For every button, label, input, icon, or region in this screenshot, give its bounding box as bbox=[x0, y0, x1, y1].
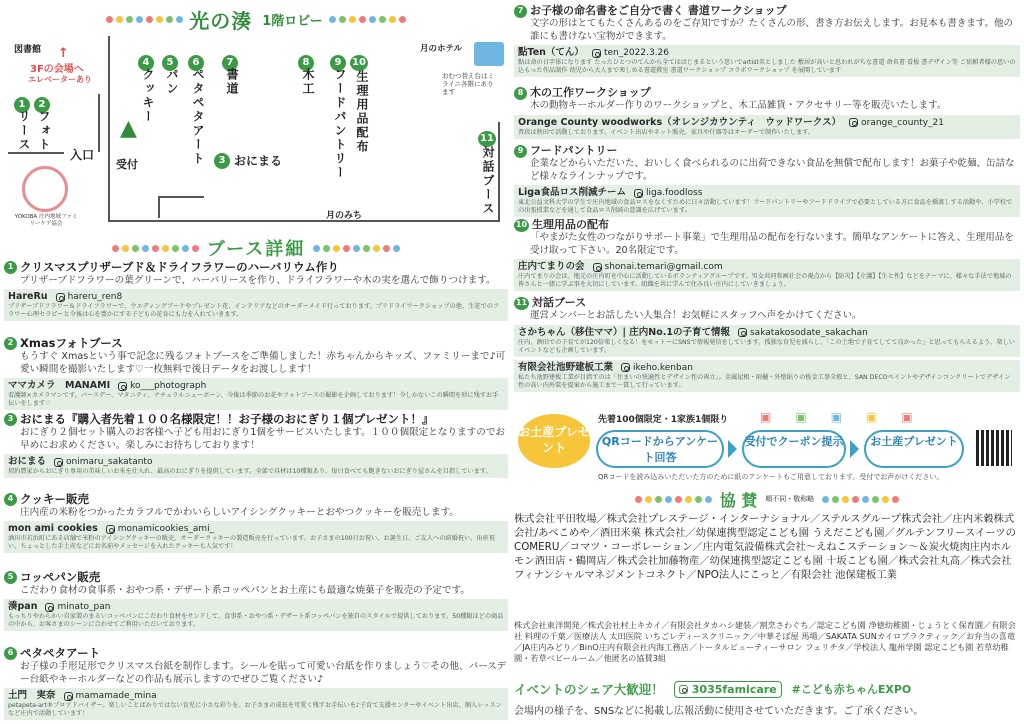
booth-8 bbox=[514, 86, 1020, 139]
spot-4: 4 bbox=[138, 50, 154, 71]
booth-title: 1 クリスマスプリザーブド＆ドライフラワーのハーバリウム作り bbox=[4, 260, 508, 274]
sponsor-main: 株式会社平田牧場／株式会社プレステージ・インターナショナル／ステルスグループ株式会社／庄内米穀株式会社/あべこめや／酒田米菓 株式会社／幼保連携型認定こども園 うえだこども園／グルテンフリースイーツのCOMERU／コマツ・コーポレーション／庄内電気設備株式会社〜えねこステーション〜＆炭火焼肉庄内ホルモン酒田店・鶴岡店／株式会社加藤物産／幼保連携型認定こども園 十坂こども園／株式会社丸高／株式会社フィナンシャルマネジメントコネクト／NPO法人にこっと／有限会社 池保建板工業 bbox=[514, 513, 1016, 581]
instagram-icon bbox=[621, 363, 630, 372]
spot-6: 6 bbox=[188, 50, 204, 71]
mail-icon bbox=[593, 263, 602, 272]
spot-11: 11 bbox=[478, 126, 496, 147]
booth-note: petapeta-art®プロアドバイザー。楽しいことばかりではない育児に小さな彩りを。お子さまの成長を可愛く残すお手伝いを♪子育て支援センターやイベント出店、個人レッスンなど庄内で活動しています！ bbox=[8, 702, 502, 717]
gift-badge: お土産プレゼント bbox=[518, 414, 590, 468]
booth-desc: もうすぐ Xmasという事で記念に残るフォトブースをご準備しました！赤ちゃんからキッズ、ファミリーまで♪可愛い瞬間を撮影いたします♡一枚無料で後日データをお渡しします！ bbox=[20, 351, 506, 375]
spot-2-label: フォト bbox=[37, 110, 51, 152]
booth-desc: お子様の手形足形でクリスマス台紙を制作します。シールを貼って可愛い台紙を作りましょう♡その他、バースデー台紙やキーホルダーなどの作品も展示しますのでぜひご覧ください♪ bbox=[20, 661, 507, 685]
sponsor-order: 順不同・敬称略 bbox=[765, 495, 815, 503]
booth-title: 11 対話ブース bbox=[515, 296, 587, 309]
reception-label: 受付 bbox=[116, 158, 138, 171]
booth-desc: 企業などからいただいた、おいしく食べられるのに出荷できない食品を無償で配布します！お菓子や乾麺、缶詰など様々なラインナップです。 bbox=[530, 158, 1015, 182]
restroom-note: おむつ替え台はミライニ各階にあります bbox=[442, 72, 494, 96]
spot-3: 3 おにまる bbox=[214, 152, 282, 169]
booth-1 bbox=[4, 260, 508, 321]
booth-org-band bbox=[4, 521, 508, 553]
decor-dots-booth-right bbox=[313, 245, 400, 252]
booth-title: 2 Xmasフォトブース bbox=[4, 336, 508, 350]
gift-icon: ▣ bbox=[760, 410, 772, 424]
spot-7: 7 bbox=[222, 50, 238, 71]
stairs-icon bbox=[158, 196, 204, 218]
booth-7 bbox=[514, 4, 1020, 77]
booth-org: 湊pan bbox=[8, 601, 38, 612]
booth-ig: ten_2022.3.26 bbox=[603, 48, 670, 58]
spot-9-label: フードパントリー bbox=[333, 68, 347, 180]
map-title: 光の湊 bbox=[189, 8, 253, 33]
qr-code-icon[interactable] bbox=[976, 430, 1012, 466]
gift-decor bbox=[760, 410, 913, 424]
org-logo-text: YOKOBA 庄内地域ファミリーケア協会 bbox=[14, 214, 78, 227]
gift-limit: 先着100個限定・1家族1個限り bbox=[598, 415, 729, 425]
booth-note: 契約農家からおにぎり専用の美味しいお米を仕入れ、最高のおにぎりを提供しています。全部で具材は10種類あり、毎日食べても飽きないおにぎり屋さんを目指しています。 bbox=[8, 468, 492, 475]
spot-7-label: 書道 bbox=[225, 68, 239, 96]
booth-ig: shonai.temari@gmail.com bbox=[604, 262, 723, 272]
booth-note: 酒田市若浜町にある店舗で米粉のアイシングクッキーの販売、オーダークッキーの製造販売を行っています。お子さまの100日お祝い、お誕生日、ご友人への結婚祝い、出産祝い、ちょっとした手土産などにお名前やメッセージを入れたクッキーも人気です！ bbox=[8, 535, 495, 550]
booth-org: mon ami cookies bbox=[8, 523, 98, 534]
booth-desc: 文字の形はとてもたくさんあるのをご存知ですか？たくさんの形、書き方お伝えします。お見本も書きます。他の誰にも書けない宝物ができます。 bbox=[530, 18, 1013, 42]
spot-9: 9 bbox=[330, 50, 346, 71]
spot-6-label: ペタペタアート bbox=[191, 68, 205, 166]
booth-title: 5 コッペパン販売 bbox=[4, 570, 508, 584]
booth-org-band bbox=[4, 599, 508, 631]
wall-right bbox=[498, 122, 500, 222]
spot-10-label: 生理用品配布 bbox=[355, 70, 369, 154]
booth-title: 6 ペタペタアート bbox=[4, 646, 508, 660]
booth-note: 點は命の日字体になります たったひとつのてんから全てははじまるという思いでartist名としました 敷居が高いと思われがちな書道 命名書 看板 書デザイン等 ご依頼者様の思いの込もった作品制作 幼児から大人まで楽しめる書道教室 書道ワークショップ コラボワークショップ を展開しています bbox=[518, 59, 1016, 74]
booth-desc: プリザーブドフラワーの葉グリーンで、ハーバリースを作り、ドライフラワーや木の実を選んで飾りつけます。 bbox=[20, 275, 496, 286]
booth-org-band bbox=[514, 45, 1020, 77]
booth-org: おにまる bbox=[8, 456, 47, 467]
instagram-icon bbox=[634, 189, 643, 198]
booth-note: 庄内、酒田での子育てが120倍楽しくなる！をモットーにSNSで情報発信をしています。孤独な育児を減らし、「この土地で子育てしてて良かった」と思ってもらえるよう、楽しいイベントなども企画しています。 bbox=[518, 338, 1015, 354]
booth-10 bbox=[514, 218, 1020, 291]
booth-note: 東北公益文科大学の学生で庄内地域の食品ロスをなくすために日々活動しています！フードパントリーやフードドライブで必要としている方に食品を橋渡しする活動や、小学校での出張授業などを通して食品ロス削減の意識を広げています。 bbox=[518, 199, 1013, 214]
booth-title: 4 クッキー販売 bbox=[4, 492, 508, 506]
booth-ig: hareru_ren8 bbox=[67, 292, 123, 302]
map-header bbox=[4, 6, 508, 32]
step-qr: QRコードからアンケート回答 bbox=[596, 430, 724, 468]
moon-road-label: 月のみち bbox=[326, 211, 363, 221]
instagram-icon bbox=[738, 328, 747, 337]
sponsor-header bbox=[514, 488, 1020, 510]
gift-promo bbox=[514, 408, 1020, 482]
decor-dots-left bbox=[106, 16, 183, 23]
booth-org: さかちゃん（移住ママ）| 庄内No.1の子育て情報 bbox=[518, 326, 730, 338]
spot-11-label: 対話ブース bbox=[481, 146, 495, 216]
spot-5: 5 bbox=[162, 50, 178, 71]
gift-icon: ▣ bbox=[795, 410, 807, 424]
booth-org-band bbox=[4, 378, 508, 410]
booth-title: 7 お子様の命名書をご自分で書く 書道ワークショップ bbox=[514, 4, 1020, 18]
booth-desc: こだわり食材の食事系・おやつ系・デザート系コッペパンとお土産にも最適な焼菓子を販売の予定です。 bbox=[20, 585, 470, 596]
wall-bottom bbox=[108, 220, 500, 222]
gift-icon: ▣ bbox=[866, 410, 878, 424]
org-logo-icon bbox=[22, 166, 68, 212]
spot-3-label: おにまる bbox=[234, 154, 283, 168]
booth-6 bbox=[4, 646, 508, 720]
booth-org-band-2 bbox=[514, 360, 1020, 392]
spot-4-label: クッキー bbox=[141, 68, 155, 124]
booth-ig: onimaru_sakatanto bbox=[66, 457, 153, 467]
gift-icon: ▣ bbox=[830, 410, 843, 424]
wall-divider bbox=[108, 36, 110, 222]
tree-icon: ▲ bbox=[120, 116, 137, 141]
map-subtitle: 1階ロビー bbox=[262, 13, 323, 29]
instagram-icon bbox=[118, 382, 127, 391]
spot-8-label: 木工 bbox=[301, 68, 315, 96]
booth-org-band bbox=[4, 289, 508, 321]
sponsor-title: 協 賛 bbox=[719, 490, 758, 510]
booth-org: 點Ten（てん） bbox=[518, 47, 584, 58]
booth-note: プリザーブドフラワー＆ドライフラワーで、ウエディングブーケやプレゼント花、インテリアなどのオーダーメイド行っております。プリドライワークショップの他、生花でのフラワー心理セラピーと今後は心を豊かにする子どもの花育にも力を入れていきます。 bbox=[8, 303, 500, 318]
arrow-icon bbox=[728, 440, 737, 458]
booth-desc: 「やまがた女性のつながりサポート事業」で生理用品の配布を行ないます。簡単なアンケートに答え、生理用品を受け取って下さい。20名限定です。 bbox=[530, 232, 1014, 256]
booth-org-band bbox=[514, 259, 1020, 291]
arrow-icon bbox=[850, 440, 859, 458]
spot-1: 1 bbox=[14, 92, 30, 113]
up-arrow-icon: ↑ bbox=[58, 46, 69, 61]
step-coupon: 受付でクーポン提示 bbox=[742, 430, 846, 468]
decor-dots-right bbox=[329, 16, 406, 23]
booth-org: ママカメラ MANAMI bbox=[8, 380, 111, 391]
right-column bbox=[514, 4, 1020, 720]
instagram-icon bbox=[45, 603, 54, 612]
booth-title: 8 木の工作ワークショップ bbox=[514, 86, 1020, 100]
share-instagram[interactable]: 3035famicare bbox=[674, 681, 782, 698]
step-gift: お土産プレゼント bbox=[864, 430, 964, 468]
share-title: イベントのシェア大歓迎！ bbox=[514, 682, 664, 697]
instagram-icon bbox=[64, 692, 73, 701]
booth-ig: ko___photograph bbox=[130, 381, 207, 391]
instagram-icon bbox=[106, 525, 115, 534]
booth-org-band bbox=[4, 688, 508, 720]
decor-dots-sponsor-left bbox=[635, 496, 712, 503]
spot-5-label: パン bbox=[165, 68, 179, 96]
booth-4 bbox=[4, 492, 508, 553]
booth-note: 庄内てまりの会は、地元の庄内町を中心に活動しているボランティアグループです。男女共同参画社会の視点から【防災】【介護】【生と性】などをテーマに、様々な手法で地域の皆さんと一緒に学ぶ事を大切にしています。組織を共に学んで住み良い庄内にしていきましょう。 bbox=[518, 273, 1012, 288]
booth-ig: ikeho.kenban bbox=[633, 362, 693, 373]
booth-org-band bbox=[514, 325, 1020, 357]
left-column bbox=[4, 4, 508, 720]
entrance-label: 入口 bbox=[70, 148, 95, 162]
share-row bbox=[514, 680, 1020, 698]
booth-ig: liga.foodloss bbox=[646, 188, 703, 198]
sponsor-sub: 株式会社東洋開発／株式会社村上キカイ／有限会社タカハシ建装／割烹さわぐち／認定こども園 浄徳幼稚園・じょうとく保育園／有限会社 料理の千葉／医療法人 太田医院 いちごレディースクリニック／中華そば屋 馬場／SAKATA SUNカイロプラクティック／お弁当の喜竜／JA庄内みどり／BinO庄内有限会社内海工務店／トータルビューティーサロン フェリチタ／学校法人 龍州学園 認定こども園 若草幼稚園・若草ベビールーム／他匿名の協賛3組 bbox=[514, 620, 1016, 663]
instagram-icon bbox=[56, 293, 65, 302]
booth-title: 10 生理用品の配布 bbox=[515, 218, 609, 231]
booth-2 bbox=[4, 336, 508, 410]
spot-10: 10 bbox=[350, 50, 368, 71]
booth-org: Liga食品ロス削減チーム bbox=[518, 187, 627, 198]
booth-note: 私たち池野建板工業が目指すのは「住まいの快適性とデザイン性の両立」。金属屋根・雨樋・外壁貼りの板金工事全般と、SAN DECOペイントやデザインコンクリートでデザイン性の高い内外装を提案から施工まで一貫して行っています。 bbox=[518, 373, 1011, 389]
upstairs-label: 3Fの会場へ bbox=[30, 64, 84, 75]
booth-header bbox=[4, 236, 508, 260]
booth-title: 3 おにまる『購入者先着１００名様限定！！お子様のおにぎり１個プレゼント！』 bbox=[4, 412, 508, 426]
booth-header-title: ブース詳細 bbox=[206, 239, 306, 260]
booth-note: 普段は秋田で活動しております。イベント出店やネット販売、家具や什器等はオーダーで制作いたします。 bbox=[518, 128, 815, 136]
booth-org-band bbox=[4, 454, 508, 478]
spot-8: 8 bbox=[298, 50, 314, 71]
wall-entrance bbox=[8, 152, 64, 154]
floor-map bbox=[8, 36, 504, 236]
booth-desc: 木の動物キーホルダー作りのワークショップと、木工品雑貨・アクセサリー等を販売いたします。 bbox=[530, 100, 947, 111]
booth-title: 9 フードパントリー bbox=[514, 144, 1020, 158]
elevator-label: エレベーターあり bbox=[28, 75, 92, 84]
library-label: 図書館 bbox=[14, 45, 42, 55]
booth-9 bbox=[514, 144, 1020, 217]
decor-dots-sponsor-right bbox=[822, 496, 899, 503]
booth-desc: 運営メンバーとお話したい人集合！お気軽にスタッフへ声をかけてください。 bbox=[530, 310, 862, 321]
share-desc: 会場内の様子を、SNSなどに掲載し広報活動に使用させていただきます。ご了承ください。 bbox=[514, 706, 924, 717]
booth-org: Orange County woodworks（オレンジカウンティ ウッドワークス） bbox=[518, 116, 842, 128]
booth-org: 庄内てまりの会 bbox=[518, 261, 585, 272]
booth-org: HareRu bbox=[8, 291, 48, 302]
booth-org-band bbox=[514, 115, 1020, 139]
gift-icon: ▣ bbox=[901, 410, 913, 424]
booth-desc: おにぎり２個セット購入のお客様へ子ども用おにぎり1個をサービスいたします。１００個限定となりますのでお早めにお求めください。楽しみにお待ちしております！ bbox=[20, 427, 506, 451]
instagram-icon bbox=[849, 118, 858, 127]
instagram-icon bbox=[592, 49, 601, 58]
booth-ig: sakatakosodate_sakachan bbox=[749, 327, 868, 338]
booth-ig: minato_pan bbox=[57, 602, 111, 612]
booth-note: もっちりやわらかい自家製のまるいコッペパンにこだわり食材をサンドして、食事系・おやつ系・デザート系コッペパンを独自のスタイルで提供しております。50種類ほどの商品の中から、お客さまのシーンに合わせてご利用いただいております。 bbox=[8, 613, 504, 628]
hotel-label: 月のホテル bbox=[420, 44, 463, 54]
booth-note: 看護師×カメラマンです。バースデー、マタニティ、ナチュラルニューボーン、今後は季節のお花やフォトブースの撮影を企画しております！今しかないこの瞬間を形に残すお手伝いをします♡ bbox=[8, 392, 499, 407]
instagram-icon bbox=[54, 458, 63, 467]
booth-11 bbox=[514, 296, 1020, 392]
booth-org-band bbox=[514, 185, 1020, 217]
share-hashtag[interactable]: #こども赤ちゃんEXPO bbox=[791, 683, 912, 696]
spot-2: 2 bbox=[34, 92, 50, 113]
decor-dots-booth-left bbox=[112, 245, 199, 252]
booth-org: 土門 実奈 bbox=[8, 690, 56, 701]
booth-desc: 庄内産の米粉をつかったカラフルでかわいらしいアイシングクッキーとおやつクッキーを販売します。 bbox=[20, 507, 459, 518]
restroom-icon bbox=[474, 42, 504, 66]
gift-note: QRコードを読み込みいただいた方のために紙のアンケートもご用意しております。受付でお声がけください。 bbox=[598, 473, 944, 481]
booth-3 bbox=[4, 412, 508, 478]
booth-5 bbox=[4, 570, 508, 631]
spot-1-label: リース bbox=[17, 110, 31, 152]
booth-org: 有限会社池野建板工業 bbox=[518, 361, 614, 373]
booth-ig: mamamade_mina bbox=[75, 691, 157, 701]
booth-ig: orange_county_21 bbox=[861, 117, 944, 128]
booth-ig: monamicookies_ami_ bbox=[117, 524, 215, 534]
instagram-icon bbox=[679, 685, 688, 694]
